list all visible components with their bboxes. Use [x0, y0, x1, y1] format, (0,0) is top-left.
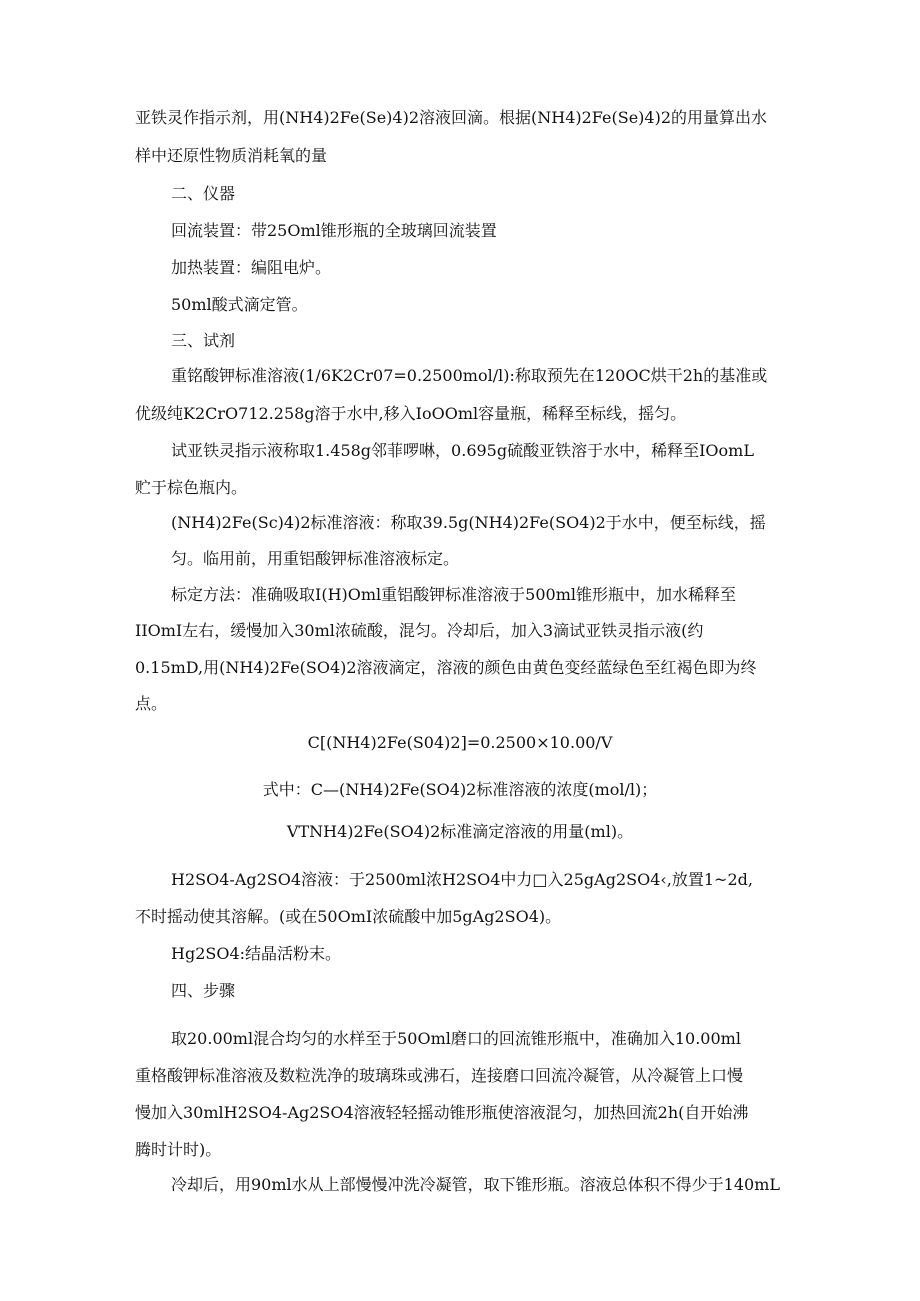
reagent-ferroin-line-1: 试亚铁灵指示液称取1.458g邻菲啰啉，0.695g硫酸亚铁溶于水中，稀释至IOomL	[171, 441, 754, 460]
step-1-line-1: 取20.00ml混合均匀的水样至于50Oml磨口的回流锥形瓶中，准确加入10.00ml	[171, 1029, 741, 1048]
calibration-line-2: IIOmI左右，缓慢加入30ml浓硫酸，混匀。冷却后，加入3滴试亚铁灵指示液(约	[135, 621, 704, 640]
section-heading-instruments: 二、仪器	[171, 184, 236, 203]
reagent-silver-sulfate-line-1: H2SO4-Ag2SO4溶液：于2500ml浓H2SO4中力□入25gAg2SO4‹,放置1~2d,	[171, 870, 753, 889]
instrument-burette: 50ml酸式滴定管。	[171, 295, 308, 314]
calibration-line-1: 标定方法：准确吸取I(H)Oml重铝酸钾标准溶液于500ml锥形瓶中，加水稀释至	[171, 585, 736, 604]
reagent-mercury-sulfate: Hg2SO4:结晶活粉末。	[171, 944, 342, 963]
formula-where-c: 式中：C—(NH4)2Fe(SO4)2标准溶液的浓度(mol/l)；	[262, 780, 658, 799]
section-heading-steps: 四、步骤	[171, 981, 236, 1000]
reagent-fas-line-2: 匀。临用前，用重铝酸钾标准溶液标定。	[171, 549, 460, 568]
step-1-line-3: 慢加入30mlH2SO4-Ag2SO4溶液轻轻摇动锥形瓶使溶液混匀，加热回流2h(自开始沸	[135, 1103, 749, 1122]
reagent-fas-line-1: (NH4)2Fe(Sc)4)2标准溶液：称取39.5g(NH4)2Fe(SO4)2于水中，便至标线，摇	[171, 513, 766, 532]
calibration-line-4: 点。	[135, 694, 168, 713]
paragraph-principle-line-1: 亚铁灵作指示剂，用(NH4)2Fe(Se)4)2溶液回滴。根据(NH4)2Fe(Se)4)2的用量算出水	[135, 108, 768, 127]
instrument-heating-device: 加热装置：编阻电炉。	[171, 258, 332, 277]
step-2-line-1: 冷却后，用90ml水从上部慢慢冲洗冷凝管，取下锥形瓶。溶液总体积不得少于140mL	[171, 1175, 780, 1194]
reagent-ferroin-line-2: 贮于棕色瓶内。	[135, 478, 248, 497]
step-1-line-2: 重格酸钾标准溶液及数粒洗净的玻璃珠或沸石，连接磨口回流冷凝管，从冷凝管上口慢	[135, 1066, 744, 1085]
reagent-silver-sulfate-line-2: 不时摇动使其溶解。(或在50OmI浓硫酸中加5gAg2SO4)。	[135, 907, 562, 926]
calibration-line-3: 0.15mD,用(NH4)2Fe(SO4)2溶液滴定，溶液的颜色由黄色变经蓝绿色至红褐色即为终	[135, 658, 757, 677]
formula-concentration: C[(NH4)2Fe(S04)2]=0.2500×10.00/V	[307, 733, 613, 752]
step-1-line-4: 腾时计时)。	[135, 1140, 222, 1159]
reagent-dichromate-line-1: 重铭酸钾标准溶液(1/6K2Cr07=0.2500mol/l):称取预先在120OC烘干2h的基准或	[171, 366, 768, 385]
paragraph-principle-line-2: 样中还原性物质消耗氧的量	[135, 146, 328, 165]
section-heading-reagents: 三、试剂	[171, 331, 236, 350]
instrument-reflux-device: 回流装置：带25Oml锥形瓶的全玻璃回流装置	[171, 221, 497, 240]
formula-where-v: VTNH4)2Fe(SO4)2标准滴定溶液的用量(ml)。	[286, 822, 634, 841]
reagent-dichromate-line-2: 优级纯K2CrO712.258g溶于水中,移入IoOOml容量瓶，稀释至标线，摇匀。	[135, 404, 687, 423]
